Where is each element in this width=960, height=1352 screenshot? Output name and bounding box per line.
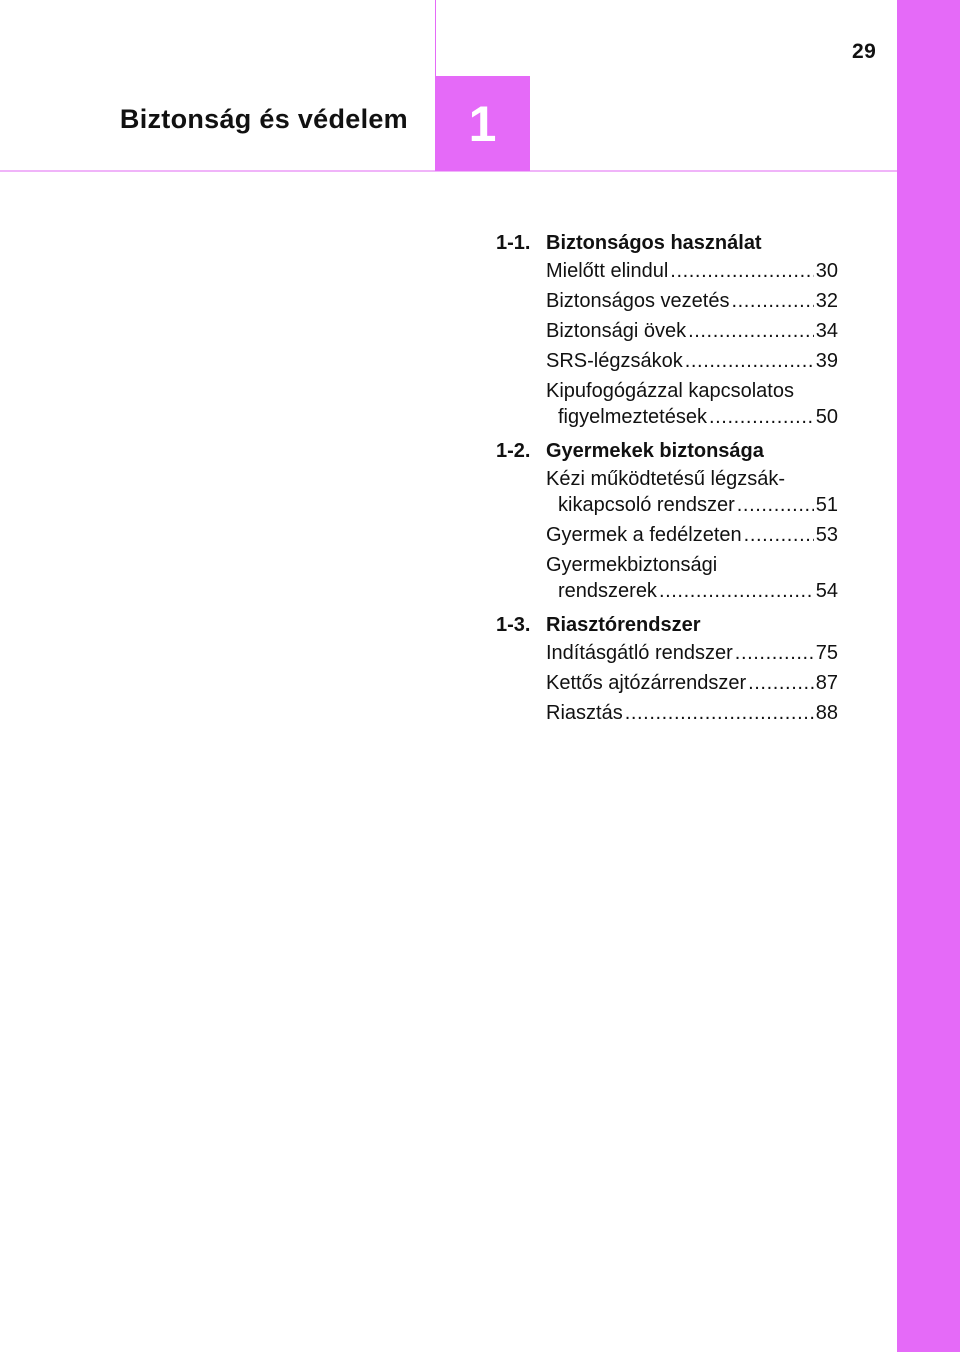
toc-entry[interactable] bbox=[546, 348, 838, 374]
dot-leader bbox=[735, 640, 814, 666]
chapter-title: Biztonság és védelem bbox=[119, 104, 408, 134]
toc-entry[interactable] bbox=[546, 700, 838, 726]
entry-title-line2: kikapcsoló rendszer bbox=[558, 494, 735, 516]
toc-entry[interactable] bbox=[546, 288, 838, 314]
section-header bbox=[496, 436, 838, 466]
entry-title: Mielőtt elindul bbox=[546, 260, 669, 282]
section-number: 1-3. bbox=[496, 614, 531, 636]
entry-page: 53 bbox=[815, 524, 838, 546]
section-number: 1-2. bbox=[496, 440, 531, 462]
toc-entry[interactable] bbox=[546, 318, 838, 344]
toc-section-1-2 bbox=[496, 436, 838, 604]
toc-entry[interactable] bbox=[546, 640, 838, 666]
entry-page: 54 bbox=[815, 580, 838, 602]
chapter-number-box bbox=[435, 76, 530, 171]
toc-entry[interactable] bbox=[546, 466, 838, 518]
entry-title-line1: Kipufogógázzal kapcsolatos bbox=[546, 380, 794, 402]
entry-title-line1: Gyermekbiztonsági bbox=[546, 554, 718, 576]
entry-page: 51 bbox=[815, 494, 838, 516]
section-number: 1-1. bbox=[496, 232, 531, 254]
toc-section-1-1 bbox=[496, 228, 838, 430]
dot-leader bbox=[731, 288, 813, 314]
toc-entry[interactable] bbox=[546, 258, 838, 284]
dot-leader bbox=[709, 404, 814, 430]
entry-title: Kettős ajtózárrendszer bbox=[546, 672, 747, 694]
section-header bbox=[496, 228, 838, 258]
table-of-contents bbox=[496, 228, 838, 732]
page-number: 29 bbox=[852, 40, 877, 63]
section-title[interactable]: Riasztórendszer bbox=[546, 614, 701, 636]
entry-page: 32 bbox=[815, 290, 838, 312]
section-header bbox=[496, 610, 838, 640]
section-title[interactable]: Gyermekek biztonsága bbox=[546, 440, 764, 462]
toc-entry[interactable] bbox=[546, 378, 838, 430]
entry-line2 bbox=[546, 404, 838, 430]
entry-title-line1: Kézi működtetésű légzsák- bbox=[546, 468, 786, 490]
toc-entry[interactable] bbox=[546, 670, 838, 696]
toc-entry[interactable] bbox=[546, 552, 838, 604]
entry-title: Biztonságos vezetés bbox=[546, 290, 730, 312]
chapter-side-tab bbox=[897, 0, 960, 1352]
entry-page: 34 bbox=[815, 320, 838, 342]
dot-leader bbox=[748, 670, 814, 696]
dot-leader bbox=[670, 258, 813, 284]
entry-line2 bbox=[546, 492, 838, 518]
section-title[interactable]: Biztonságos használat bbox=[546, 232, 762, 254]
toc-section-1-3 bbox=[496, 610, 838, 726]
dot-leader bbox=[688, 318, 814, 344]
entry-title: Indításgátló rendszer bbox=[546, 642, 733, 664]
dot-leader bbox=[744, 522, 814, 548]
entry-title-line2: rendszerek bbox=[558, 580, 657, 602]
entry-title-line2: figyelmeztetések bbox=[558, 406, 707, 428]
entry-title: Gyermek a fedélzeten bbox=[546, 524, 742, 546]
entry-page: 75 bbox=[815, 642, 838, 664]
entry-title: Biztonsági övek bbox=[546, 320, 687, 342]
entry-title: Riasztás bbox=[546, 702, 623, 724]
entry-title: SRS-légzsákok bbox=[546, 350, 683, 372]
entry-page: 50 bbox=[815, 406, 838, 428]
dot-leader bbox=[625, 700, 814, 726]
entry-page: 30 bbox=[815, 260, 838, 282]
dot-leader bbox=[685, 348, 814, 374]
toc-entry[interactable] bbox=[546, 522, 838, 548]
dot-leader bbox=[659, 578, 814, 604]
entry-line2 bbox=[546, 578, 838, 604]
entry-page: 39 bbox=[815, 350, 838, 372]
entry-page: 87 bbox=[815, 672, 838, 694]
chapter-number: 1 bbox=[468, 95, 497, 152]
dot-leader bbox=[737, 492, 814, 518]
entry-page: 88 bbox=[815, 702, 838, 724]
